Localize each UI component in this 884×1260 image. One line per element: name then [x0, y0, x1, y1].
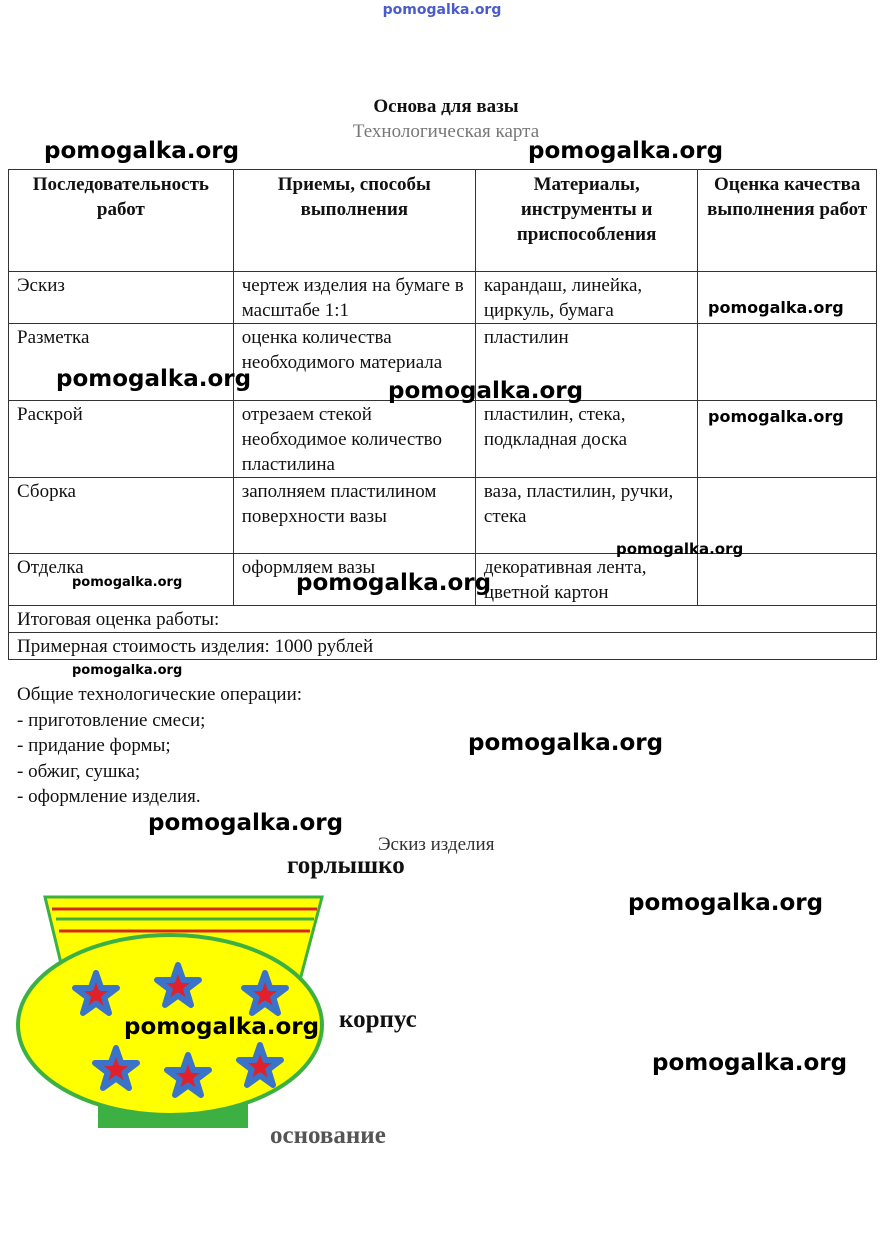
watermark: pomogalka.org [528, 138, 724, 164]
watermark: pomogalka.org [44, 138, 240, 164]
watermark: pomogalka.org [124, 1014, 320, 1040]
table-cell: пластилин, стека, подкладная доска [475, 401, 698, 478]
table-cell: Эскиз [9, 272, 234, 324]
table-cell [698, 324, 877, 401]
watermark: pomogalka.org [56, 366, 252, 392]
table-cell: Разметка [9, 324, 234, 401]
header-methods: Приемы, способы выполнения [233, 170, 475, 272]
table-header-row [9, 170, 877, 272]
table-cell: ваза, пластилин, ручки, стека [475, 478, 698, 554]
header-materials: Материалы, инструменты и приспособления [475, 170, 698, 272]
cost-cell: Примерная стоимость изделия: 1000 рублей [9, 633, 877, 660]
watermark: pomogalka.org [72, 663, 183, 678]
watermark: pomogalka.org [628, 890, 824, 916]
table-cell: оценка количества необходимого материала [233, 324, 475, 401]
site-header-link[interactable]: pomogalka.org [382, 2, 502, 18]
table-cost-row [9, 633, 877, 660]
table-cell: пластилин [475, 324, 698, 401]
watermark: pomogalka.org [708, 298, 844, 317]
watermark: pomogalka.org [708, 407, 844, 426]
table-cell: чертеж изделия на бумаге в масштабе 1:1 [233, 272, 475, 324]
label-base: основание [270, 1122, 386, 1149]
header-quality: Оценка качества выполнения работ [698, 170, 877, 272]
watermark: pomogalka.org [468, 730, 664, 756]
sketch-caption: Эскиз изделия [378, 834, 495, 855]
total-score-cell: Итоговая оценка работы: [9, 606, 877, 633]
list-item: - обжиг, сушка; [17, 760, 141, 782]
operations-list [17, 682, 302, 810]
table-row [9, 478, 877, 554]
table-cell [698, 554, 877, 606]
watermark: pomogalka.org [148, 810, 344, 836]
watermark: pomogalka.org [388, 378, 584, 404]
table-cell: декоративная лента, цветной картон [475, 554, 698, 606]
list-item: - приготовление смеси; [17, 709, 206, 731]
header-sequence: Последовательность работ [9, 170, 234, 272]
watermark: pomogalka.org [616, 540, 744, 558]
label-neck: горлышко [287, 852, 405, 879]
table-cell: заполняем пластилином поверхности вазы [233, 478, 475, 554]
table-cell: отрезаем стекой необходимое количество пластилина [233, 401, 475, 478]
page-title: Основа для вазы [373, 96, 519, 117]
page-subtitle: Технологическая карта [352, 121, 540, 142]
watermark: pomogalka.org [72, 575, 183, 590]
label-body: корпус [339, 1006, 417, 1033]
table-cell: Раскрой [9, 401, 234, 478]
table-cell: оформляем вазы [233, 554, 475, 606]
watermark: pomogalka.org [296, 570, 492, 596]
table-total-row [9, 606, 877, 633]
watermark: pomogalka.org [652, 1050, 848, 1076]
table-cell: Сборка [9, 478, 234, 554]
list-item: - придание формы; [17, 735, 171, 756]
list-item: - оформление изделия. [17, 786, 201, 807]
table-cell: карандаш, линейка, циркуль, бумага [475, 272, 698, 324]
operations-heading: Общие технологические операции: [17, 684, 303, 705]
table-cell: Отделка [9, 554, 234, 606]
